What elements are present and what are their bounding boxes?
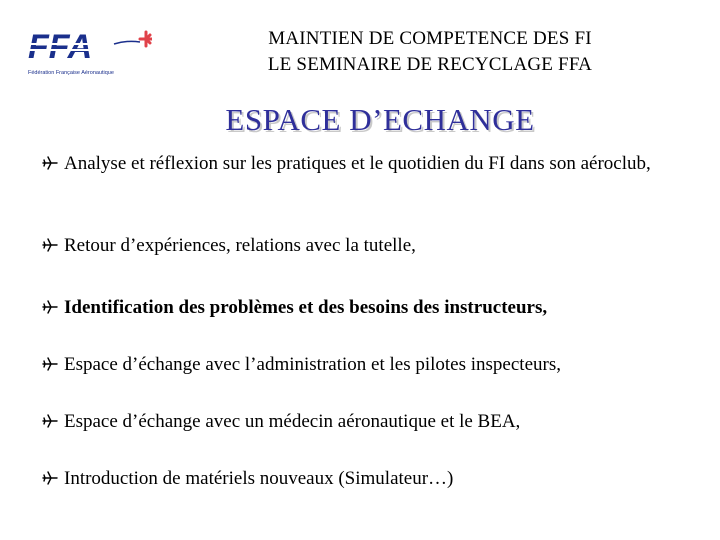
airplane-bullet-icon: [42, 235, 58, 261]
bullet-item: [34, 466, 714, 494]
airplane-bullet-icon: [42, 153, 58, 179]
plane-icon: [140, 32, 152, 46]
bullet-text: Introduction de matériels nouveaux (Simulateur…): [64, 468, 454, 489]
header-line-1: MAINTIEN DE COMPETENCE DES FI: [268, 28, 592, 49]
logo-subtitle: Fédération Française Aéronautique: [28, 70, 114, 76]
bullet-item: [34, 409, 714, 437]
airplane-bullet-icon: [42, 468, 58, 494]
bullet-text: Analyse et réflexion sur les pratiques et le quotidien du FI dans son aéroclub,: [64, 153, 651, 174]
ffa-logo-graphic: [22, 22, 152, 80]
ffa-logo: [22, 22, 152, 80]
header-line-2: LE SEMINAIRE DE RECYCLAGE FFA: [267, 54, 593, 75]
bullet-item: [34, 233, 714, 261]
airplane-bullet-icon: [42, 411, 58, 437]
bullet-item: [34, 352, 714, 380]
bullet-text: Espace d’échange avec un médecin aéronautique et le BEA,: [64, 411, 521, 432]
bullet-item: [34, 151, 714, 179]
bullet-item: [34, 295, 714, 323]
header: [170, 26, 690, 78]
bullet-text: Identification des problèmes et des besoins des instructeurs,: [64, 297, 548, 318]
airplane-bullet-icon: [42, 297, 58, 323]
bullet-text: Espace d’échange avec l’administration et les pilotes inspecteurs,: [64, 354, 561, 375]
bullet-text: Retour d’expériences, relations avec la tutelle,: [64, 235, 416, 256]
logo-swoosh: [114, 41, 140, 44]
airplane-bullet-icon: [42, 354, 58, 380]
page-title: ESPACE D’ECHANGE: [225, 102, 535, 137]
logo-text: FFA: [28, 28, 93, 66]
